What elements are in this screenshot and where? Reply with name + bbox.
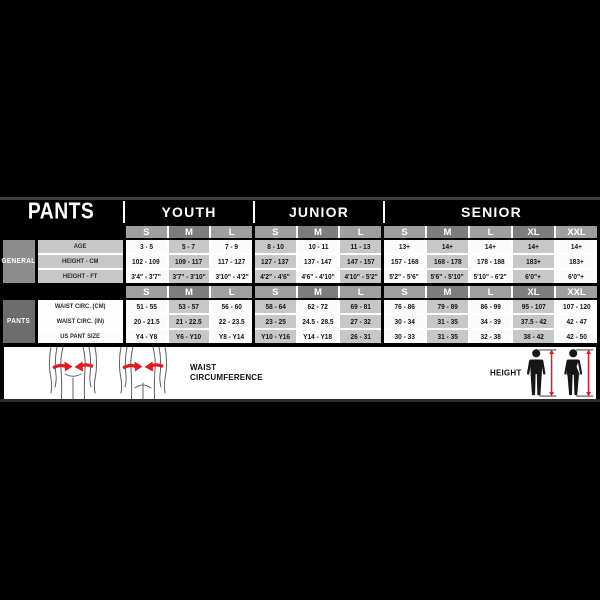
row-label-text: WAIST CIRC. (IN) — [56, 318, 105, 325]
size-header-text: S — [272, 286, 279, 298]
table-cell — [470, 255, 511, 268]
table-cell-text: 4'6" - 4'10" — [301, 272, 335, 281]
table-cell-text: 38 - 42 — [523, 332, 544, 341]
table-cell-text: 79 - 89 — [437, 302, 458, 311]
section-label-text: GENERAL — [1, 258, 37, 265]
size-header-text: M — [314, 226, 322, 238]
table-cell — [298, 300, 339, 313]
table-cell — [556, 315, 597, 328]
table-cell — [513, 300, 554, 313]
size-chart-table — [0, 197, 600, 402]
table-cell-text: 127 - 137 — [261, 257, 290, 266]
size-header-cell — [211, 286, 252, 298]
group-header-youth: YOUTH — [161, 204, 217, 220]
table-cell-text: 5 - 7 — [182, 242, 196, 251]
table-bottom-border — [0, 399, 600, 402]
table-cell — [255, 300, 296, 313]
table-cell-text: 42 - 47 — [566, 317, 587, 326]
table-cell — [298, 330, 339, 343]
size-group — [255, 226, 381, 238]
row-label — [38, 300, 123, 313]
table-cell — [126, 300, 167, 313]
table-cell — [169, 255, 210, 268]
table-cell-text: 86 - 99 — [480, 302, 501, 311]
table-cell — [298, 270, 339, 283]
table-cell-text: 76 - 86 — [394, 302, 415, 311]
size-header-cell — [513, 226, 554, 238]
section-block — [0, 240, 600, 283]
row-label — [38, 315, 123, 328]
size-header-text: M — [314, 286, 322, 298]
size-header-text: M — [185, 226, 193, 238]
table-cell-text: 13+ — [398, 242, 411, 251]
size-header-cell — [556, 286, 597, 298]
size-header-cell — [384, 286, 425, 298]
row-label — [38, 240, 123, 253]
table-cell-text: 107 - 120 — [562, 302, 591, 311]
size-header-text: S — [143, 286, 150, 298]
table-cell — [427, 300, 468, 313]
table-cell — [211, 240, 252, 253]
table-cell-text: 23 - 25 — [265, 317, 286, 326]
table-cell — [384, 270, 425, 283]
table-cell — [513, 330, 554, 343]
table-cell — [169, 330, 210, 343]
waist-circumference-label: WAIST CIRCUMFERENCE — [190, 363, 263, 382]
table-cell — [427, 330, 468, 343]
table-cell — [513, 255, 554, 268]
size-header-cell — [298, 286, 339, 298]
waist-arrow-icon — [123, 362, 163, 372]
size-group — [126, 286, 252, 298]
table-cell — [169, 300, 210, 313]
table-cell-text: 20 - 21.5 — [133, 317, 160, 326]
table-cell-text: 14+ — [570, 242, 583, 251]
table-cell — [126, 255, 167, 268]
table-cell-text: Y8 - Y14 — [219, 332, 245, 341]
table-cell-text: 56 - 60 — [221, 302, 242, 311]
measurement-legend-band — [4, 347, 596, 399]
table-cell-text: 11 - 13 — [350, 242, 371, 251]
section-block — [0, 300, 600, 343]
table-cell-text: 102 - 109 — [132, 257, 161, 266]
table-cell — [255, 270, 296, 283]
table-cell-text: Y14 - Y18 — [303, 332, 333, 341]
table-cell-text: 42 - 50 — [566, 332, 587, 341]
table-cell — [255, 315, 296, 328]
table-cell-text: 6'0"+ — [568, 272, 585, 281]
table-cell-text: 137 - 147 — [304, 257, 332, 266]
table-cell — [384, 240, 425, 253]
table-cell — [470, 300, 511, 313]
table-cell — [298, 240, 339, 253]
table-cell-text: 37.5 - 42 — [520, 317, 547, 326]
data-group — [384, 240, 597, 283]
table-cell — [556, 300, 597, 313]
height-female-silhouette-icon — [560, 349, 596, 397]
table-cell — [340, 315, 381, 328]
size-header-text: XL — [527, 226, 540, 238]
size-header-text: M — [443, 226, 452, 238]
table-cell-text: 3 - 5 — [139, 242, 153, 251]
size-group — [384, 286, 597, 298]
size-header-cell — [427, 286, 468, 298]
table-cell-text: 14+ — [441, 242, 454, 251]
waist-front-figure-icon — [40, 347, 106, 399]
size-header-text: XXL — [567, 286, 586, 298]
size-header-text: L — [487, 226, 494, 238]
row-label-text: WAIST CIRC. (CM) — [55, 303, 106, 310]
table-cell — [255, 240, 296, 253]
table-cell — [340, 255, 381, 268]
data-group — [126, 300, 252, 343]
table-cell-text: 32 - 38 — [480, 332, 501, 341]
size-header-cell — [211, 226, 252, 238]
waist-back-figure-icon — [110, 347, 176, 399]
size-header-text: S — [401, 226, 408, 238]
table-cell — [427, 270, 468, 283]
table-cell — [470, 330, 511, 343]
row-labels — [38, 240, 123, 283]
table-cell-text: 183+ — [569, 257, 584, 266]
height-male-silhouette-icon — [523, 349, 559, 397]
table-cell-text: 30 - 34 — [394, 317, 415, 326]
table-cell — [556, 330, 597, 343]
size-header-row — [0, 226, 600, 238]
section-label-text: PANTS — [7, 318, 31, 325]
row-labels — [38, 300, 123, 343]
table-cell-text: 24.5 - 28.5 — [302, 317, 334, 326]
table-cell-text: 14+ — [484, 242, 497, 251]
size-header-cell — [126, 286, 167, 298]
table-cell — [211, 255, 252, 268]
size-header-text: L — [228, 226, 235, 238]
table-cell — [513, 270, 554, 283]
size-header-cell — [298, 226, 339, 238]
table-cell — [340, 300, 381, 313]
size-header-cell — [126, 226, 167, 238]
row-label-text: HEIGHT - FT — [63, 273, 98, 280]
table-cell — [169, 270, 210, 283]
size-row-spacer — [3, 286, 123, 298]
data-group — [255, 240, 381, 283]
table-cell — [427, 240, 468, 253]
height-label: HEIGHT — [490, 368, 522, 378]
table-cell — [384, 255, 425, 268]
size-header-text: XL — [527, 286, 540, 298]
size-group — [255, 286, 381, 298]
table-cell-text: 62 - 72 — [307, 302, 329, 311]
size-header-cell — [255, 226, 296, 238]
size-header-cell — [470, 286, 511, 298]
table-cell-text: 8 - 10 — [266, 242, 284, 251]
table-cell-text: 21 - 22.5 — [176, 317, 202, 326]
table-cell-text: 58 - 64 — [265, 302, 286, 311]
table-cell-text: 34 - 39 — [480, 317, 501, 326]
table-cell — [211, 315, 252, 328]
size-header-text: S — [143, 226, 150, 238]
table-cell-text: Y6 - Y10 — [176, 332, 202, 341]
table-cell-text: 69 - 81 — [350, 302, 371, 311]
size-header-cell — [384, 226, 425, 238]
table-cell-text: Y10 - Y16 — [260, 332, 290, 341]
row-label — [38, 270, 123, 283]
table-cell — [556, 270, 597, 283]
row-label — [38, 330, 123, 343]
table-cell — [384, 330, 425, 343]
size-group — [384, 226, 597, 238]
table-cell — [427, 315, 468, 328]
size-header-text: L — [487, 286, 494, 298]
table-cell-text: 7 - 9 — [225, 242, 239, 251]
size-header-cell — [340, 286, 381, 298]
row-label-text: AGE — [74, 243, 87, 250]
group-header-junior: JUNIOR — [288, 204, 350, 220]
table-cell-text: 53 - 57 — [178, 302, 200, 311]
table-cell — [298, 315, 339, 328]
table-cell — [211, 270, 252, 283]
data-group — [384, 300, 597, 343]
waist-arrow-icon — [53, 362, 93, 372]
table-cell-text: 10 - 11 — [308, 242, 328, 251]
table-cell-text: 14+ — [527, 242, 540, 251]
table-cell — [169, 240, 210, 253]
size-header-text: L — [228, 286, 235, 298]
table-cell — [211, 300, 252, 313]
table-cell-text: 30 - 33 — [394, 332, 415, 341]
table-cell-text: 3'10" - 4'2" — [215, 272, 249, 281]
table-cell-text: 95 - 107 — [521, 302, 546, 311]
row-label — [38, 255, 123, 268]
table-cell-text: 6'0"+ — [525, 272, 542, 281]
table-cell-text: Y4 - Y8 — [135, 332, 158, 341]
table-cell-text: 31 - 35 — [437, 332, 458, 341]
size-header-cell — [556, 226, 597, 238]
table-cell-text: 178 - 188 — [476, 257, 505, 266]
size-header-cell — [340, 226, 381, 238]
table-cell — [470, 270, 511, 283]
size-header-row — [0, 286, 600, 298]
table-cell — [384, 315, 425, 328]
table-cell — [126, 270, 167, 283]
size-header-text: S — [401, 286, 408, 298]
table-cell — [340, 330, 381, 343]
table-cell-text: 117 - 127 — [218, 257, 246, 266]
table-cell-text: 4'2" - 4'6" — [260, 272, 291, 281]
table-cell-text: 3'4" - 3'7" — [131, 272, 162, 281]
size-header-cell — [513, 286, 554, 298]
table-cell — [255, 330, 296, 343]
table-cell-text: 157 - 168 — [390, 257, 419, 266]
table-cell-text: 31 - 35 — [437, 317, 458, 326]
table-cell-text: 183+ — [526, 257, 541, 266]
size-header-text: M — [185, 286, 193, 298]
size-header-text: M — [443, 286, 452, 298]
table-cell — [556, 255, 597, 268]
group-header-senior: SENIOR — [461, 204, 522, 220]
table-cell — [384, 300, 425, 313]
table-cell-text: 5'10" - 6'2" — [473, 272, 508, 281]
size-header-cell — [470, 226, 511, 238]
row-label-text: US PANT SIZE — [60, 333, 101, 340]
table-cell-text: 4'10" - 5'2" — [344, 272, 378, 281]
table-cell — [470, 240, 511, 253]
table-cell-text: 27 - 32 — [350, 317, 371, 326]
section-label-pants — [3, 300, 35, 343]
data-group — [126, 240, 252, 283]
table-cell — [556, 240, 597, 253]
table-cell — [513, 240, 554, 253]
table-cell — [513, 315, 554, 328]
size-header-text: L — [357, 286, 364, 298]
table-cell — [255, 255, 296, 268]
table-cell-text: 5'6" - 5'10" — [430, 272, 465, 281]
size-header-cell — [169, 226, 210, 238]
table-cell — [126, 315, 167, 328]
table-title: PANTS — [28, 199, 95, 224]
group-header-row — [0, 200, 600, 224]
size-header-text: L — [357, 226, 364, 238]
table-cell — [126, 330, 167, 343]
size-header-text: S — [272, 226, 279, 238]
data-group — [255, 300, 381, 343]
table-cell-text: 22 - 23.5 — [218, 317, 245, 326]
size-row-spacer — [3, 226, 123, 238]
table-cell — [340, 240, 381, 253]
table-cell-text: 147 - 157 — [346, 257, 375, 266]
size-header-text: XXL — [567, 226, 586, 238]
size-header-cell — [427, 226, 468, 238]
table-cell-text: 5'2" - 5'6" — [389, 272, 420, 281]
table-cell — [211, 330, 252, 343]
table-cell-text: 109 - 117 — [175, 257, 203, 266]
size-header-cell — [255, 286, 296, 298]
table-cell — [470, 315, 511, 328]
section-label-general — [3, 240, 35, 283]
table-cell-text: 168 - 178 — [433, 257, 462, 266]
table-cell-text: 3'7" - 3'10" — [172, 272, 206, 281]
row-label-text: HEIGHT - CM — [62, 258, 99, 265]
table-cell-text: 26 - 31 — [350, 332, 371, 341]
table-cell-text: 51 - 55 — [136, 302, 157, 311]
table-cell — [298, 255, 339, 268]
table-cell — [340, 270, 381, 283]
table-title-cell — [0, 200, 123, 224]
table-cell — [427, 255, 468, 268]
size-header-cell — [169, 286, 210, 298]
size-group — [126, 226, 252, 238]
table-cell — [169, 315, 210, 328]
table-cell — [126, 240, 167, 253]
